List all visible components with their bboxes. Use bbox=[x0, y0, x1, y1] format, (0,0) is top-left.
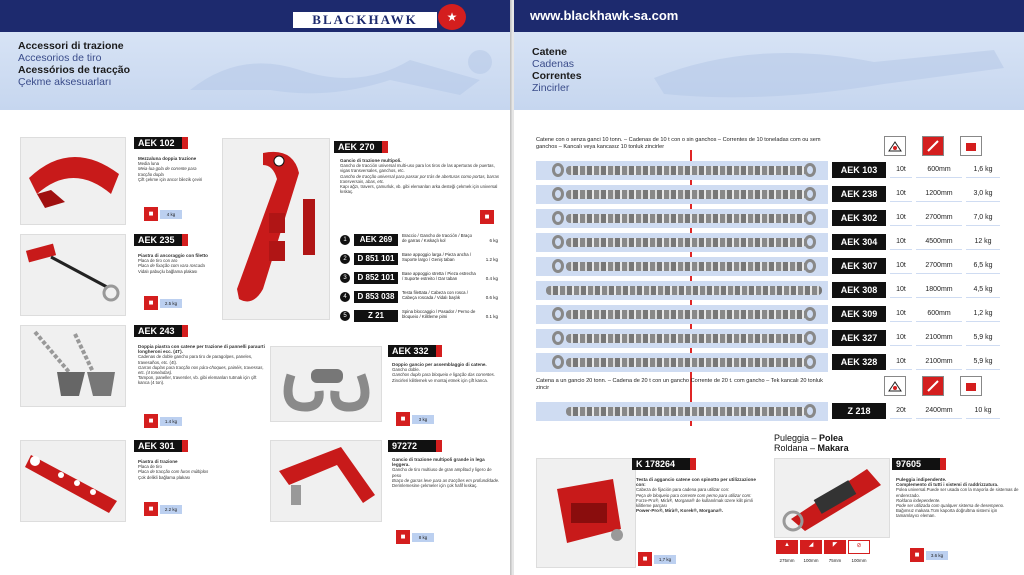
product-description: Piastra di trazione Placa de tiro Placa de tracção com furos múltiplos Çok delikli bağlama plakası bbox=[138, 459, 209, 480]
parts-list bbox=[340, 232, 500, 327]
weight-icon: ■ bbox=[396, 412, 410, 426]
title-it: Accessori di trazione bbox=[18, 40, 124, 52]
tool-silhouette-decoration bbox=[634, 38, 1014, 104]
weight-icon: ■ bbox=[910, 548, 924, 562]
part-row: 3 D 852 101 Base appoggio stretta / Pieza estrecha / Suporte estreito / Dar taban 0.4 kg bbox=[340, 270, 500, 288]
chain-image bbox=[566, 190, 806, 199]
chain-plates-image bbox=[20, 325, 126, 407]
chain-image bbox=[566, 334, 806, 343]
chain-image bbox=[566, 310, 806, 319]
section-titles bbox=[18, 40, 130, 88]
length-icon bbox=[922, 136, 944, 156]
spec-value: 100mm bbox=[803, 558, 819, 563]
table-row: AEK 304 10t 4500mm 12 kg bbox=[536, 232, 1016, 253]
right-page: www.blackhawk-sa.com Catene Cadenas Correntes Zincirler Catene con o senza ganci 10 tonn. – Cadenas de 10 t con o sin ganchos – Correntes de 10 toneladas com ou sem ganchos – Kancalı veya kancasız 10 tonluk zincirler AEK 103 10t 600mm 1,6 kg AEK 238 10t 1200mm 3,0 kg AEK 302 10t 2700mm 7,0 kg AEK 304 10t 4500mm 12 kg AEK 307 10t 2700mm 6,5 kg AEK 308 10t 1800mm 4,5 kg AEK 309 10t 600mm 1,2 kg AEK 327 10t 2100mm 5,9 kg AEK 328 10t 2100mm 5,9 kg Catena a un gancio 20 tonn. – Cadena de 20 t con un gancho Corrente de 20 t. com gancho – Tek kancalı 20 tonluk zincir Z 218 20t 2400mm 10 kg K 178264 Testa di aggancio catene con spinotto per utilizzazione con: Cabeza de fijación para cadena para utilizar con: Peça de bloqueio para corrente com perno para utilizar com: Forze-Pro®, Mirà®, Morgana® de kullanılmak üzere kilit pimli kilitleme parçası Power-Pro®, Mirà®, Korek®, Morgana®. ■ 1,7 kg Puleggia – Polea Roldana – Makara 97605 Puleggia indipendente. Complemento di tutti i sistemi di raddrizzatura. Polea universal.Puede ser usada con la mayoría de sistemas de enderezado. Roldana independente. Pode ser utilizada com qualquer sistema de desempeno. Bağımsız makara.Tüm kaporta doğrultma sistemi için tamamlayıcı eleman. ▲ ◢ ◤ ⊘ 275mm 100mm 75mm 100mm ■ 3.6 kg bbox=[514, 0, 1024, 575]
chain-image bbox=[566, 358, 806, 367]
spec-icon: ◢ bbox=[800, 540, 822, 554]
weight-icon: ■ bbox=[144, 414, 158, 428]
double-hook-image bbox=[270, 346, 382, 422]
length-icon bbox=[922, 376, 944, 396]
brand-emblem-icon: ★ bbox=[438, 4, 466, 30]
product-code: AEK 235 bbox=[134, 234, 182, 246]
pulley-title: Puleggia – Polea Roldana – Makara bbox=[774, 433, 849, 453]
title-pt: Acessórios de tracção bbox=[18, 64, 131, 76]
traction-plate-image bbox=[20, 440, 126, 522]
left-page: BLACKHAWK ★ Accessori di trazione Accesorios de tiro Acessórios de tracção Çekme aksesuarları AEK 102 Mezzaluna doppia trazione Media luna Meia-lua gola de corrente para tracção dupla Çift çekme için ancor bilezik çeviri ■ 4 kg AEK 235 Piastra di ancoraggio con filetto Placa de tiro con aro Placa de fixação com vara roscada Vidalı pabuçlu bağlama plakası ■ 2.5 kg AEK 243 Doppia piastra con catene per trazione di pannelli paraurti longheroni ecc. (4T). Cadenas de doble gancho para tiro de paragolpes, paneles, travesaños, etc. (4t). Garras duplas para tracção nos pára-choques, painéis, travessas, etc. (4 toneladas). Tampon, paneller, traversler, vb. gibi elemanları tutmak için çift kanca (4 ton). ■ 1.4 kg AEK 301 Piastra di trazione Placa de tiro Placa de tracção com furos múltiplos Çok delikli bağlama plakası ■ 2.2 kg AEK 270 Gancio di trazione multipoli. Gancho de tracción universal multi-uso para los tiros de las aperturas de puertas, vigas transversales, ganchos, etc. Gancho de tracção universal para passar por trás de aberturas como portas, barras transversais, abas, etc. Kapı ağzı, travers, çamurluk, vb. gibi elemanları arka desteği çekmek için universal kıskaç. ■ 1 AEK 269 Braccio / Gancho de tracción / Braço de garras / Kıskaçlı kol 6 kg 2 D 851 101 Base appoggio larga / Pieza ancha / Suporte largo / Geniş taban 1.2 kg 3 D 852 101 Base appoggio stretta / Pieza estrecha / Suporte estreito / Dar taban 0.4 kg 4 D 853 038 Testa filettata / Cabeza con rosca / Cabeça roscada / Vidalı başlık 0.6 kg 5 Z 21 Spina bloccaggio / Pasador / Perno de bloqueio / Kilitleme pimi 0.1 kg AEK 332 Doppio gancio per assemblaggio di catene. Gancho doble. Ganchos duplo para bloqueio e ligação das correntes. Zincirleri kilitlemek ve montaj etmek için çift kanca. ■ 3 kg 97272 Gancio di trazione multipoli grande in lega leggera. Gancho de tiro multiuso de gran amplitud y ligero de peso Braço de garras leve para as tracções em profundidade. Derinlemesine çekmeler için çok hafif kıskaç. ■ 8 kg bbox=[0, 0, 512, 575]
tool-silhouette-decoration bbox=[180, 40, 500, 104]
spec-icon: ◤ bbox=[824, 540, 846, 554]
product-description: Piastra di ancoraggio con filetto Placa de tiro con aro Placa de fixação com vara roscada Vidalı pabuçlu bağlama plakası bbox=[138, 253, 208, 274]
product-description: Doppio gancio per assemblaggio di catene. Gancho doble. Ganchos duplo para bloqueio e ligação das correntes. Zincirleri kilitlemek ve montaj etmek için çift kanca. bbox=[392, 362, 495, 383]
weight-icon: ■ bbox=[480, 210, 494, 224]
table-row: AEK 307 10t 2700mm 6,5 kg bbox=[536, 256, 1016, 277]
anchor-plate-image bbox=[20, 234, 126, 316]
title-es: Cadenas bbox=[532, 58, 575, 70]
title-tr: Zincirler bbox=[532, 82, 570, 94]
spec-value: 75mm bbox=[828, 558, 842, 563]
section-titles bbox=[532, 46, 582, 94]
product-description: Mezzaluna doppia trazione Media luna Meia-lua gola de corrente para tracção dupla Çift çekme için ancor bilezik çeviri bbox=[138, 156, 203, 182]
universal-hook-image bbox=[222, 138, 330, 320]
part-row: 4 D 853 038 Testa filettata / Cabeza con rosca / Cabeça roscada / Vidalı başlık 0.6 kg bbox=[340, 289, 500, 307]
product-code: AEK 270 bbox=[334, 141, 382, 153]
chain-image bbox=[566, 166, 806, 175]
chain-image bbox=[566, 407, 806, 416]
product-code: 97272 bbox=[388, 440, 436, 452]
spec-value: 275mm bbox=[779, 558, 795, 563]
weight-icon: ■ bbox=[396, 530, 410, 544]
product-description: Gancio di trazione multipoli. Gancho de tracción universal multi-uso para los tiros de las aperturas de puertas, vigas transversales, ganchos, etc. Gancho de tracção universal para passar por trás de aberturas como portas, barras transversais, abas, etc. Kapı ağzı, travers, çamurluk, vb. gibi elemanları arka desteği çekmek için universal kıskaç. bbox=[340, 158, 500, 195]
chain-image bbox=[546, 286, 822, 295]
weight-icon: ■ bbox=[144, 207, 158, 221]
weight-icon: ■ bbox=[144, 502, 158, 516]
table-row: AEK 327 10t 2100mm 5,9 kg bbox=[536, 328, 1016, 349]
product-code: AEK 243 bbox=[134, 325, 182, 337]
website-url: www.blackhawk-sa.com bbox=[530, 8, 679, 23]
table-row: AEK 309 10t 600mm 1,2 kg bbox=[536, 304, 1016, 325]
part-row: 2 D 851 101 Base appoggio larga / Pieza ancha / Suporte largo / Geniş taban 1.2 kg bbox=[340, 251, 500, 269]
chain20-header: Catena a un gancio 20 tonn. – Cadena de 20 t con un gancho Corrente de 20 t. com gancho – Tek kancalı 20 tonluk zincir bbox=[536, 378, 823, 391]
title-pt: Correntes bbox=[532, 70, 582, 82]
title-tr: Çekme aksesuarları bbox=[18, 76, 112, 88]
product-description: Puleggia indipendente. Complemento di tutti i sistemi di raddrizzatura. Polea universal.Puede ser usada con la mayoría de sistemas de enderezado. Roldana independente. Pode ser utilizada com qualquer sistema de desempeno. Bağımsız makara.Tüm kaporta doğrultma sistemi için tamamlayıcı eleman. bbox=[896, 477, 1019, 519]
table-row: AEK 328 10t 2100mm 5,9 kg bbox=[536, 352, 1016, 373]
right-title-band bbox=[514, 32, 1024, 110]
part-row: 5 Z 21 Spina bloccaggio / Pasador / Perno de bloqueio / Kilitleme pimi 0.1 kg bbox=[340, 308, 500, 326]
chain-image bbox=[566, 214, 806, 223]
product-description: Gancio di trazione multipoli grande in lega leggera. Gancho de tiro multiuso de gran amplitud y ligero de peso Braço de garras leve para as tracções em profundidade. Derinlemesine çekmeler için çok hafif kıskaç. bbox=[392, 457, 500, 489]
half-ring-image bbox=[20, 137, 126, 225]
capacity-icon bbox=[884, 136, 906, 156]
title-es: Accesorios de tiro bbox=[18, 52, 102, 64]
weight-icon bbox=[960, 376, 982, 396]
title-it: Catene bbox=[532, 46, 568, 58]
weight-icon: ■ bbox=[638, 552, 652, 566]
part-row: 1 AEK 269 Braccio / Gancho de tracción / Braço de garras / Kıskaçlı kol 6 kg bbox=[340, 232, 500, 250]
spec-value: 100mm bbox=[851, 558, 867, 563]
table-row: AEK 238 10t 1200mm 3,0 kg bbox=[536, 184, 1016, 205]
weight-icon bbox=[960, 136, 982, 156]
table-row: AEK 308 10t 1800mm 4,5 kg bbox=[536, 280, 1016, 301]
product-code: K 178264 bbox=[632, 458, 690, 470]
brand-logo: BLACKHAWK bbox=[292, 11, 438, 29]
product-code: 97605 bbox=[892, 458, 940, 470]
chain-image bbox=[566, 238, 806, 247]
product-description: Testa di aggancio catene con spinotto per utilizzazione con: Cabeza de fijación para cadena para utilizar con: Peça de bloqueio para corrente com perno para utilizar com: Forze-Pro®, Mirà®, Morgana® de kullanılmak üzere kilit pimli kilitleme parçası Power-Pro®, Mirà®, Korek®, Morgana®. bbox=[636, 477, 756, 514]
product-code: AEK 102 bbox=[134, 137, 182, 149]
table-row: Z 218 20t 2400mm 10 kg bbox=[536, 401, 1016, 422]
product-description: Doppia piastra con catene per trazione di pannelli paraurti longheroni ecc. (4T). Cadenas de doble gancho para tiro de paragolpes, paneles, travesaños, etc. (4t). Garras duplas para tracção nos pára-choques, painéis, travessas, etc. (4 toneladas). Tampon, paneller, traversler, vb. gibi elemanları tutmak için çift kanca (4 ton). bbox=[138, 344, 265, 386]
multipoint-hook-image bbox=[270, 440, 382, 522]
product-code: AEK 301 bbox=[134, 440, 182, 452]
capacity-icon bbox=[884, 376, 906, 396]
table-row: AEK 302 10t 2700mm 7,0 kg bbox=[536, 208, 1016, 229]
product-code: AEK 332 bbox=[388, 345, 436, 357]
chain-image bbox=[566, 262, 806, 271]
spec-icon: ▲ bbox=[776, 540, 798, 554]
table-row: AEK 103 10t 600mm 1,6 kg bbox=[536, 160, 1016, 181]
weight-icon: ■ bbox=[144, 296, 158, 310]
chains-header: Catene con o senza ganci 10 tonn. – Cadenas de 10 t con o sin ganchos – Correntes de 10 toneladas com ou sem ganchos – Kancalı veya kancasız 10 tonluk zincirler bbox=[536, 137, 821, 150]
spec-icon: ⊘ bbox=[848, 540, 870, 554]
chain-head-image bbox=[536, 458, 636, 568]
pulley-image bbox=[774, 458, 890, 538]
